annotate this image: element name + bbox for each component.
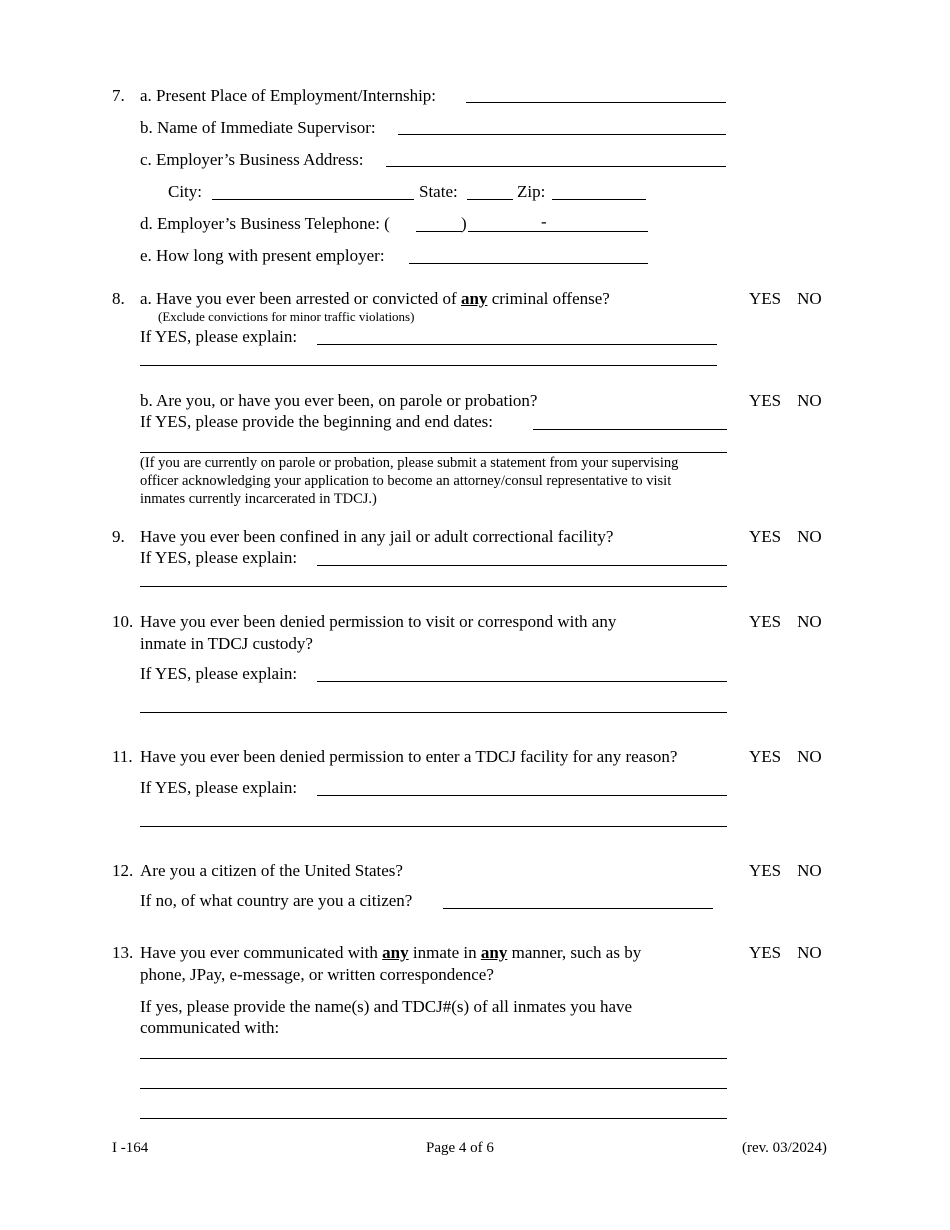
q12-yes-no: [749, 861, 822, 881]
q8a-no[interactable]: NO: [797, 289, 822, 308]
q11-explain-line[interactable]: [140, 826, 727, 827]
q10-yes-no: [749, 612, 822, 632]
q8b-note-line2: officer acknowledging your application to become an attorney/consul representative to visit: [140, 473, 672, 489]
q13-emphasis-2: any: [480, 943, 508, 962]
q9-explain-label: If YES, please explain:: [140, 548, 298, 567]
q9-yes-no: [749, 527, 822, 547]
q8a-yes-no: [749, 289, 822, 309]
revision-date: (rev. 03/2024): [742, 1140, 827, 1156]
q13-question-line2: phone, JPay, e-message, or written correspondence?: [140, 965, 494, 984]
q11-question: Have you ever been denied permission to enter a TDCJ facility for any reason?: [140, 747, 678, 766]
q13-inmate-line-3[interactable]: [140, 1118, 727, 1119]
q8b-dates-field[interactable]: [533, 429, 727, 430]
q7e-label: e. How long with present employer:: [140, 246, 385, 265]
q8a-emphasis: any: [460, 289, 488, 308]
q12-question: Are you a citizen of the United States?: [140, 861, 403, 880]
q13-question-line1: [140, 943, 641, 963]
area-code-field[interactable]: [416, 231, 462, 232]
q8a-explain-field[interactable]: [317, 344, 717, 345]
q8a-yes[interactable]: YES: [749, 289, 782, 308]
employment-field[interactable]: [466, 102, 726, 103]
q9-yes[interactable]: YES: [749, 527, 782, 546]
q8b-note-line1: (If you are currently on parole or probation, please submit a statement from your supervising: [140, 455, 679, 471]
q11-explain-label: If YES, please explain:: [140, 778, 298, 797]
supervisor-field[interactable]: [398, 134, 726, 135]
q8b-yes-no: [749, 391, 822, 411]
form-id: I -164: [112, 1140, 149, 1156]
q13-yes-no: [749, 943, 822, 963]
q10-explain-line[interactable]: [140, 712, 727, 713]
q8a-explain-line[interactable]: [140, 365, 717, 366]
q10-explain-label: If YES, please explain:: [140, 664, 298, 683]
q10-question-line2: inmate in TDCJ custody?: [140, 634, 313, 653]
q7c-label: c. Employer’s Business Address:: [140, 150, 364, 169]
q11-yes[interactable]: YES: [749, 747, 782, 766]
q8b-dates-line[interactable]: [140, 452, 727, 453]
q8b-no[interactable]: NO: [797, 391, 822, 410]
state-label: State:: [419, 182, 458, 201]
q10-no[interactable]: NO: [797, 612, 822, 631]
q8b-note-line3: inmates currently incarcerated in TDCJ.): [140, 491, 377, 507]
q11-no[interactable]: NO: [797, 747, 822, 766]
q12-number: 12.: [112, 861, 134, 880]
q13-text-end: manner, such as by: [507, 943, 642, 962]
q13-text-mid: inmate in: [408, 943, 481, 962]
address-field[interactable]: [386, 166, 726, 167]
q9-number: 9.: [112, 527, 125, 546]
duration-field[interactable]: [409, 263, 648, 264]
q13-no[interactable]: NO: [797, 943, 822, 962]
q12-country-field[interactable]: [443, 908, 713, 909]
q8a-explain-label: If YES, please explain:: [140, 327, 298, 346]
q11-number: 11.: [112, 747, 133, 766]
q8-number: 8.: [112, 289, 125, 308]
q8b-dates-label: If YES, please provide the beginning and end dates:: [140, 412, 493, 431]
zip-field[interactable]: [552, 199, 646, 200]
q8a-text: a. Have you ever been arrested or convicted of: [140, 289, 461, 308]
q7-number: 7.: [112, 86, 125, 105]
q9-question: Have you ever been confined in any jail or adult correctional facility?: [140, 527, 614, 546]
q8a-text-end: criminal offense?: [487, 289, 610, 308]
q13-ask-line1: If yes, please provide the name(s) and TDCJ#(s) of all inmates you have: [140, 997, 633, 1016]
phone-field[interactable]: [468, 231, 648, 232]
q12-yes[interactable]: YES: [749, 861, 782, 880]
page-number: Page 4 of 6: [426, 1140, 494, 1156]
q10-explain-field[interactable]: [317, 681, 727, 682]
q8a-note: (Exclude convictions for minor traffic violations): [158, 309, 415, 324]
q7d-label: d. Employer’s Business Telephone: (: [140, 214, 390, 233]
q11-explain-field[interactable]: [317, 795, 727, 796]
q8a-question: [140, 289, 610, 309]
q11-yes-no: [749, 747, 822, 767]
q13-ask-line2: communicated with:: [140, 1018, 280, 1037]
q13-yes[interactable]: YES: [749, 943, 782, 962]
q12-no[interactable]: NO: [797, 861, 822, 880]
q8b-yes[interactable]: YES: [749, 391, 782, 410]
city-field[interactable]: [212, 199, 414, 200]
q13-inmate-line-2[interactable]: [140, 1088, 727, 1089]
phone-paren: ): [461, 214, 467, 233]
zip-label: Zip:: [517, 182, 546, 201]
q10-yes[interactable]: YES: [749, 612, 782, 631]
q8b-question: b. Are you, or have you ever been, on parole or probation?: [140, 391, 538, 410]
q13-emphasis-1: any: [382, 943, 409, 962]
q9-no[interactable]: NO: [797, 527, 822, 546]
city-label: City:: [168, 182, 203, 201]
q13-inmate-line-1[interactable]: [140, 1058, 727, 1059]
q10-question-line1: Have you ever been denied permission to visit or correspond with any: [140, 612, 617, 631]
q9-explain-field[interactable]: [317, 565, 727, 566]
q7b-label: b. Name of Immediate Supervisor:: [140, 118, 376, 137]
q9-explain-line[interactable]: [140, 586, 727, 587]
phone-dash: -: [541, 212, 547, 231]
q12-country-label: If no, of what country are you a citizen?: [140, 891, 413, 910]
state-field[interactable]: [467, 199, 513, 200]
q13-number: 13.: [112, 943, 134, 962]
q13-text: Have you ever communicated with: [140, 943, 383, 962]
q7a-label: a. Present Place of Employment/Internship:: [140, 86, 437, 105]
q10-number: 10.: [112, 612, 134, 631]
